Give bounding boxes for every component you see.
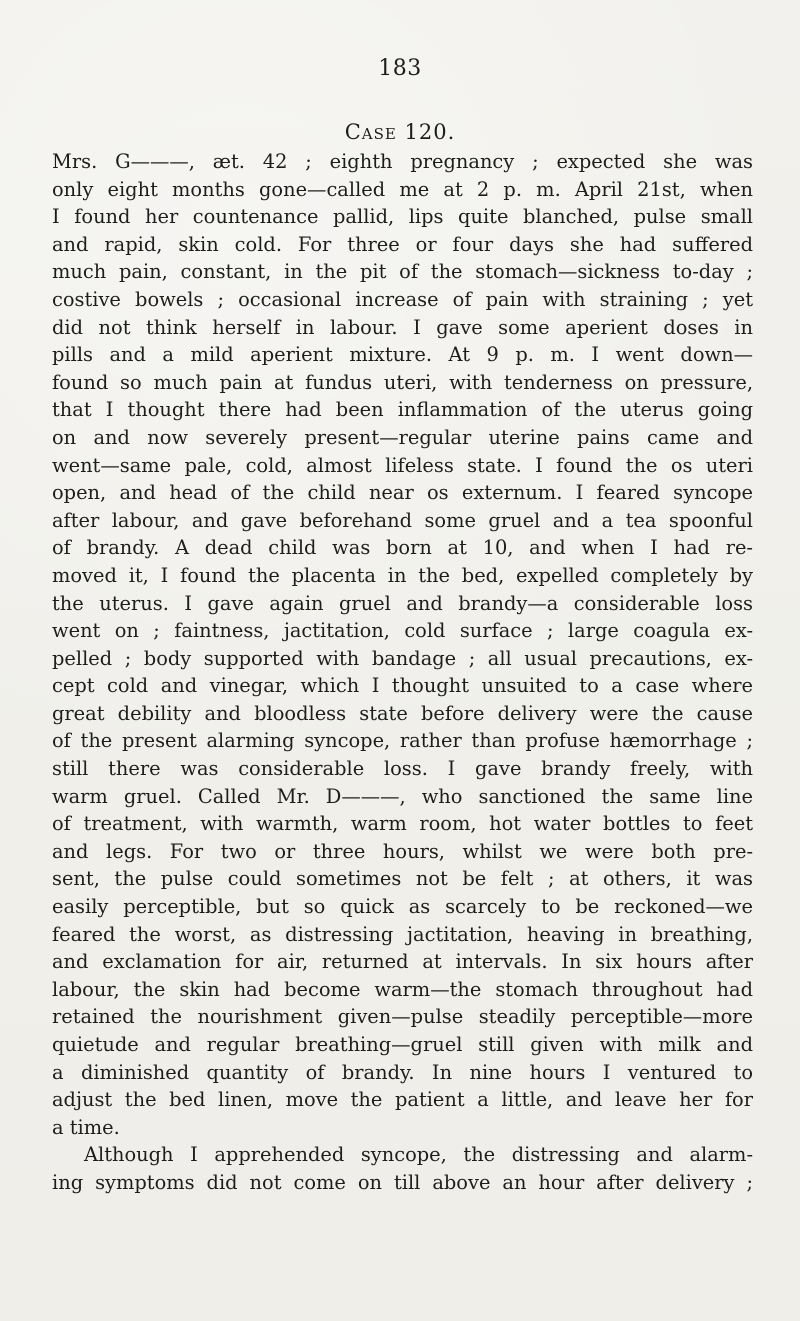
text-line: adjust the bed linen, move the patient a little, and leave her for bbox=[52, 1088, 753, 1112]
text-line: found so much pain at fundus uteri, with tenderness on pressure, bbox=[52, 370, 753, 394]
text-line: Mrs. G———, æt. 42 ; eighth pregnancy ; expected she was bbox=[52, 150, 753, 173]
text-line: I found her countenance pallid, lips quite blanched, pulse small bbox=[52, 205, 753, 229]
text-line: that I thought there had been inflammation of the uterus going bbox=[52, 398, 753, 422]
case-title: Case 120. bbox=[344, 120, 456, 144]
text-line: and exclamation for air, returned at intervals. In six hours after bbox=[52, 950, 753, 974]
text-line: of brandy. A dead child was born at 10, and when I had re- bbox=[52, 536, 753, 560]
text-line: sent, the pulse could sometimes not be felt ; at others, it was bbox=[52, 867, 753, 891]
text-line: of treatment, with warmth, warm room, hot water bottles to feet bbox=[52, 812, 753, 836]
text-line: retained the nourishment given—pulse steadily perceptible—more bbox=[52, 1005, 753, 1029]
text-line: ing symptoms did not come on till above an hour after delivery ; bbox=[52, 1170, 753, 1194]
text-line: warm gruel. Called Mr. D———, who sanctioned the same line bbox=[52, 784, 753, 808]
case-body-text bbox=[52, 148, 753, 1197]
text-line: the uterus. I gave again gruel and brandy—a considerable loss bbox=[52, 591, 753, 615]
text-line: quietude and regular breathing—gruel still given with milk and bbox=[52, 1033, 753, 1056]
text-line: pills and a mild aperient mixture. At 9 p. m. I went down— bbox=[52, 343, 753, 367]
text-line: moved it, I found the placenta in the bed, expelled completely by bbox=[52, 563, 753, 587]
text-line: a diminished quantity of brandy. In nine hours I ventured to bbox=[52, 1060, 753, 1084]
text-line: great debility and bloodless state before delivery were the cause bbox=[52, 701, 753, 725]
text-line: still there was considerable loss. I gave brandy freely, with bbox=[52, 757, 753, 781]
text-line: and legs. For two or three hours, whilst we were both pre- bbox=[52, 839, 753, 863]
text-line: only eight months gone—called me at 2 p. m. April 21st, when bbox=[52, 177, 753, 201]
text-line: labour, the skin had become warm—the stomach throughout had bbox=[52, 977, 753, 1001]
text-line: did not think herself in labour. I gave some aperient doses in bbox=[52, 315, 753, 339]
text-line: and rapid, skin cold. For three or four days she had suffered bbox=[52, 232, 753, 256]
text-line: went—same pale, cold, almost lifeless state. I found the os uteri bbox=[52, 453, 753, 477]
text-line: Although I apprehended syncope, the distressing and alarm- bbox=[84, 1143, 753, 1167]
text-line: open, and head of the child near os externum. I feared syncope bbox=[52, 481, 753, 505]
text-line: went on ; faintness, jactitation, cold surface ; large coagula ex- bbox=[52, 619, 753, 643]
text-line: cept cold and vinegar, which I thought unsuited to a case where bbox=[52, 674, 753, 698]
text-line: costive bowels ; occasional increase of pain with straining ; yet bbox=[52, 287, 753, 311]
page-number: 183 bbox=[378, 56, 422, 81]
text-line: a time. bbox=[52, 1115, 120, 1139]
text-line: feared the worst, as distressing jactitation, heaving in breathing, bbox=[52, 922, 753, 946]
text-line: of the present alarming syncope, rather than profuse hæmorrhage ; bbox=[52, 729, 753, 753]
text-line: much pain, constant, in the pit of the stomach—sickness to-day ; bbox=[52, 260, 753, 284]
text-line: on and now severely present—regular uterine pains came and bbox=[52, 425, 753, 449]
text-line: pelled ; body supported with bandage ; all usual precautions, ex- bbox=[52, 646, 753, 670]
text-line: after labour, and gave beforehand some gruel and a tea spoonful bbox=[52, 508, 753, 532]
text-line: easily perceptible, but so quick as scarcely to be reckoned—we bbox=[52, 895, 753, 919]
